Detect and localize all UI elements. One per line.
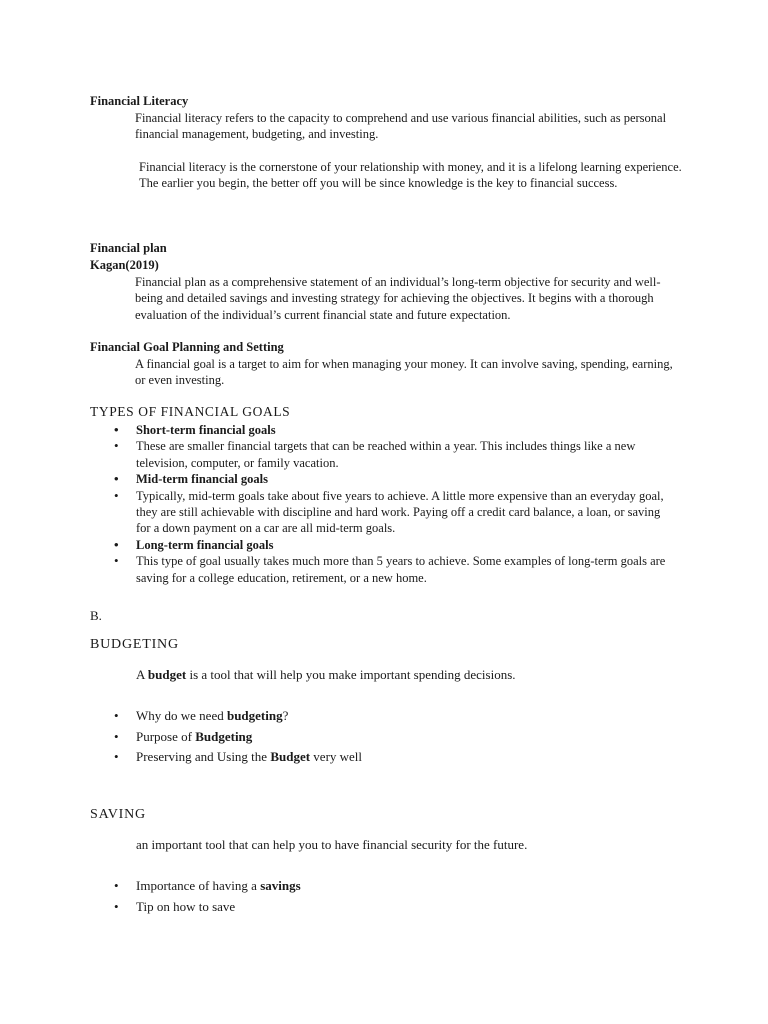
budgeting-intro-a: A: [136, 667, 145, 682]
item-text: Purpose of: [136, 728, 192, 744]
types-list: [111, 422, 677, 586]
item-text: Preserving and Using the: [136, 749, 268, 764]
item-bold-text: savings: [260, 878, 301, 893]
list-item: [111, 747, 671, 768]
financial-plan-paragraph: Financial plan as a comprehensive statement of an individual’s long-term objective for security and well- being and detailed savings and investing strategy for achieving the objectives. It begins with a thorough evaluation of the individual’s current financial state and future expectation.: [135, 275, 661, 322]
list-item: • Short-term financial goals: [111, 422, 677, 438]
saving-heading: SAVING: [90, 807, 146, 822]
financial-literacy-paragraph-1: Financial literacy refers to the capacity to comprehend and use various financial abilities, such as personal financial management, budgeting, and investing.: [135, 111, 667, 142]
item-text: Tip on how to save: [136, 898, 236, 914]
financial-plan-heading: Financial plan: [90, 241, 167, 255]
item-bold-text: Budget: [270, 749, 311, 764]
budgeting-intro-rest: is a tool that will help you make important spending decisions.: [189, 667, 516, 682]
financial-literacy-heading: Financial Literacy: [90, 94, 189, 108]
list-item: • This type of goal usually takes much more than 5 years to achieve. Some examples of long-term goals are saving for a college education, retirement, or a new home.: [111, 553, 677, 586]
budgeting-list: [111, 706, 671, 768]
list-item: • These are smaller financial targets that can be reached within a year. This includes things like a new television, computer, or family vacation.: [111, 438, 677, 471]
saving-list: [111, 876, 671, 917]
section-label-b: B.: [90, 608, 102, 623]
list-item: [111, 706, 671, 727]
financial-literacy-paragraph-2: Financial literacy is the cornerstone of your relationship with money, and it is a lifelong learning experience. The earlier you begin, the better off you will be since knowledge is the key to financial success.: [139, 160, 682, 191]
list-item: [111, 876, 671, 897]
budgeting-intro-bold: budget: [147, 667, 187, 682]
item-bold-text: Budgeting: [195, 728, 253, 744]
list-item: • Long-term financial goals: [111, 537, 677, 553]
list-item: • Mid-term financial goals: [111, 471, 677, 487]
goal-planning-paragraph: A financial goal is a target to aim for when managing your money. It can involve saving, spending, earning, or even investing.: [135, 357, 673, 388]
financial-plan-citation: Kagan(2019): [90, 258, 159, 272]
item-bold-text: budgeting: [226, 708, 283, 723]
budgeting-heading: BUDGETING: [90, 637, 179, 652]
saving-intro: an important tool that can help you to have financial security for the future.: [136, 837, 528, 852]
item-text-after: very well: [313, 749, 363, 764]
item-text: Importance of having a: [136, 878, 257, 893]
types-heading: TYPES OF FINANCIAL GOALS: [90, 404, 291, 419]
list-item: [111, 897, 671, 918]
list-item: • Typically, mid-term goals take about five years to achieve. A little more expensive than an everyday goal, they are still achievable with discipline and hard work. Paying off a credit card balance, a loan, or saving for a down payment on a car are all mid-term goals.: [111, 488, 677, 537]
goal-planning-heading: Financial Goal Planning and Setting: [90, 340, 284, 354]
budgeting-intro: [136, 667, 676, 683]
list-item: [111, 727, 671, 748]
item-text-after: ?: [282, 708, 289, 723]
item-text: Why do we need: [136, 708, 224, 723]
